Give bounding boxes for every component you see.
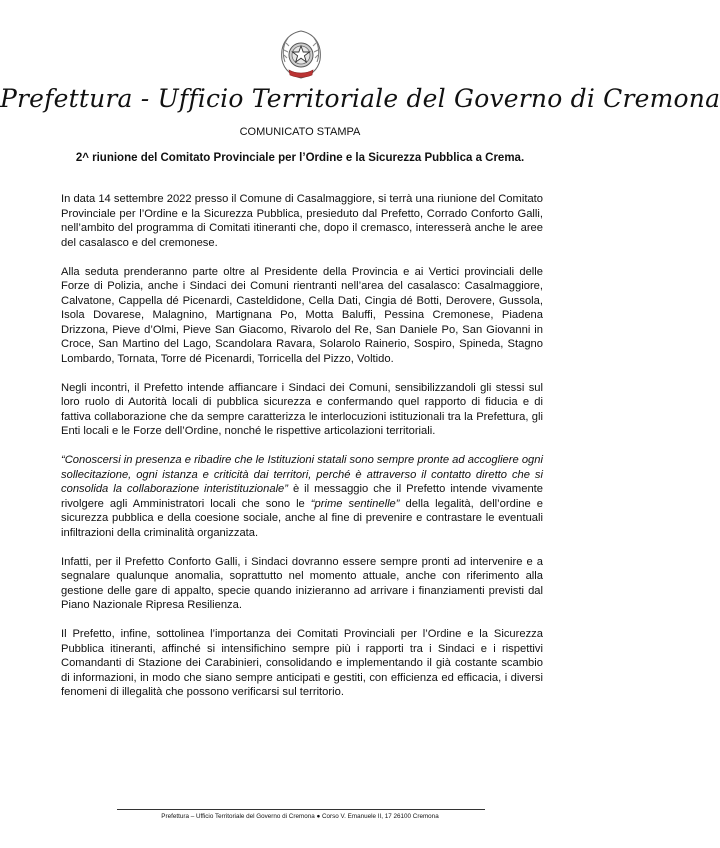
footer-address: Prefettura – Ufficio Territoriale del Governo di Cremona ● Corso V. Emanuele II, 17 26100 Cremona (161, 813, 439, 820)
press-release-body (61, 192, 543, 714)
prefect-message-end: della legalità, dell’ordine e sicurezza pubblica e della coesione sociale, anche al fine di prevenire e contrastare le eventuali infiltrazioni della criminalità organizzata. (61, 497, 543, 539)
paragraph-committees-importance: Il Prefetto, infine, sottolinea l’importanza dei Comitati Provinciali per l’Ordine e la Sicurezza Pubblica itineranti, affinché si intensifichino sempre più i rapporti tra i Sindaci e i rispettivi Comandanti di Stazione dei Carabinieri, consolidando e implementando il già costante scambio di informazioni, in modo che siano sempre anticipati e gestiti, con efficienza ed efficacia, i diversi fenomeni di illegalità che possono verificarsi sul territorio. (61, 628, 543, 698)
paragraph-participants: Alla seduta prenderanno parte oltre al Presidente della Provincia e ai Vertici provinciali delle Forze di Polizia, anche i Sindaci dei Comuni rientranti nell’area del casalasco: Casalmaggiore, Calvatone, Cappella dé Picenardi, Casteldidone, Cella Dati, Cingia dé Botti, Derovere, Gussola, Isola Dovarese, Malagnino, Martignana Po, Motta Baluffi, Pessina Cremonese, Piadena Drizzona, Pieve d’Olmi, Pieve San Giacomo, Rivarolo del Re, San Daniele Po, San Giovanni in Croce, San Martino del Lago, Scandolara Ravara, Solarolo Rainerio, Sospiro, Spineda, Stagno Lombardo, Tornata, Torre dé Picenardi, Torricella del Pizzo, Voltido. (61, 265, 543, 365)
emblem-of-italy-icon (276, 28, 326, 82)
paragraph-meetings-purpose: Negli incontri, il Prefetto intende affiancare i Sindaci dei Comuni, sensibilizzandoli gli stessi sul loro ruolo di Autorità locali di pubblica sicurezza e confermando quel rapporto di fiducia e di fattiva collaborazione che da sempre caratterizza le interlocuzioni istituzionali tra la Prefettura, gli Enti locali e le Forze dell’Ordine, nonché le rispettive articolazioni territoriali. (61, 381, 543, 437)
footer-divider (117, 809, 485, 810)
press-release-label: COMUNICATO STAMPA (239, 126, 361, 138)
prefect-message-text: è il messaggio che il Prefetto intende vivamente rivolgere agli Amministratori locali che sono le (61, 483, 543, 510)
prime-sentinelle-phrase: “prime sentinelle” (310, 497, 400, 510)
office-title: Prefettura - Ufficio Territoriale del Governo di Cremona (0, 84, 720, 113)
paragraph-mayors-role: Infatti, per il Prefetto Conforto Galli, i Sindaci dovranno essere sempre pronti ad intervenire e a segnalare qualunque anomalia, soprattutto nel momento attuale, anche con riferimento alla gestione delle gare di appalto, specie quando inizieranno ad arrivare i finanziamenti previsti dal Piano Nazionale Ripresa Resilienza. (61, 555, 543, 611)
prefect-quote: “Conoscersi in presenza e ribadire che le Istituzioni statali sono sempre pronte ad accogliere ogni sollecitazione, ogni istanza e criticità dai territori, perché è attraverso il contatto diretto che si consolida la collaborazione interistituzionale” (61, 454, 543, 495)
paragraph-prefect-message (61, 453, 543, 540)
paragraph-meeting-date: In data 14 settembre 2022 presso il Comune di Casalmaggiore, si terrà una riunione del Comitato Provinciale per l’Ordine e la Sicurezza Pubblica, presieduto dal Prefetto, Corrado Conforto Galli, nell’ambito del programma di Comitati itineranti che, dopo il cremasco, interesserà anche le aree del casalasco e del cremonese. (61, 193, 543, 249)
press-release-headline: 2^ riunione del Comitato Provinciale per l’Ordine e la Sicurezza Pubblica a Crema. (75, 152, 525, 164)
